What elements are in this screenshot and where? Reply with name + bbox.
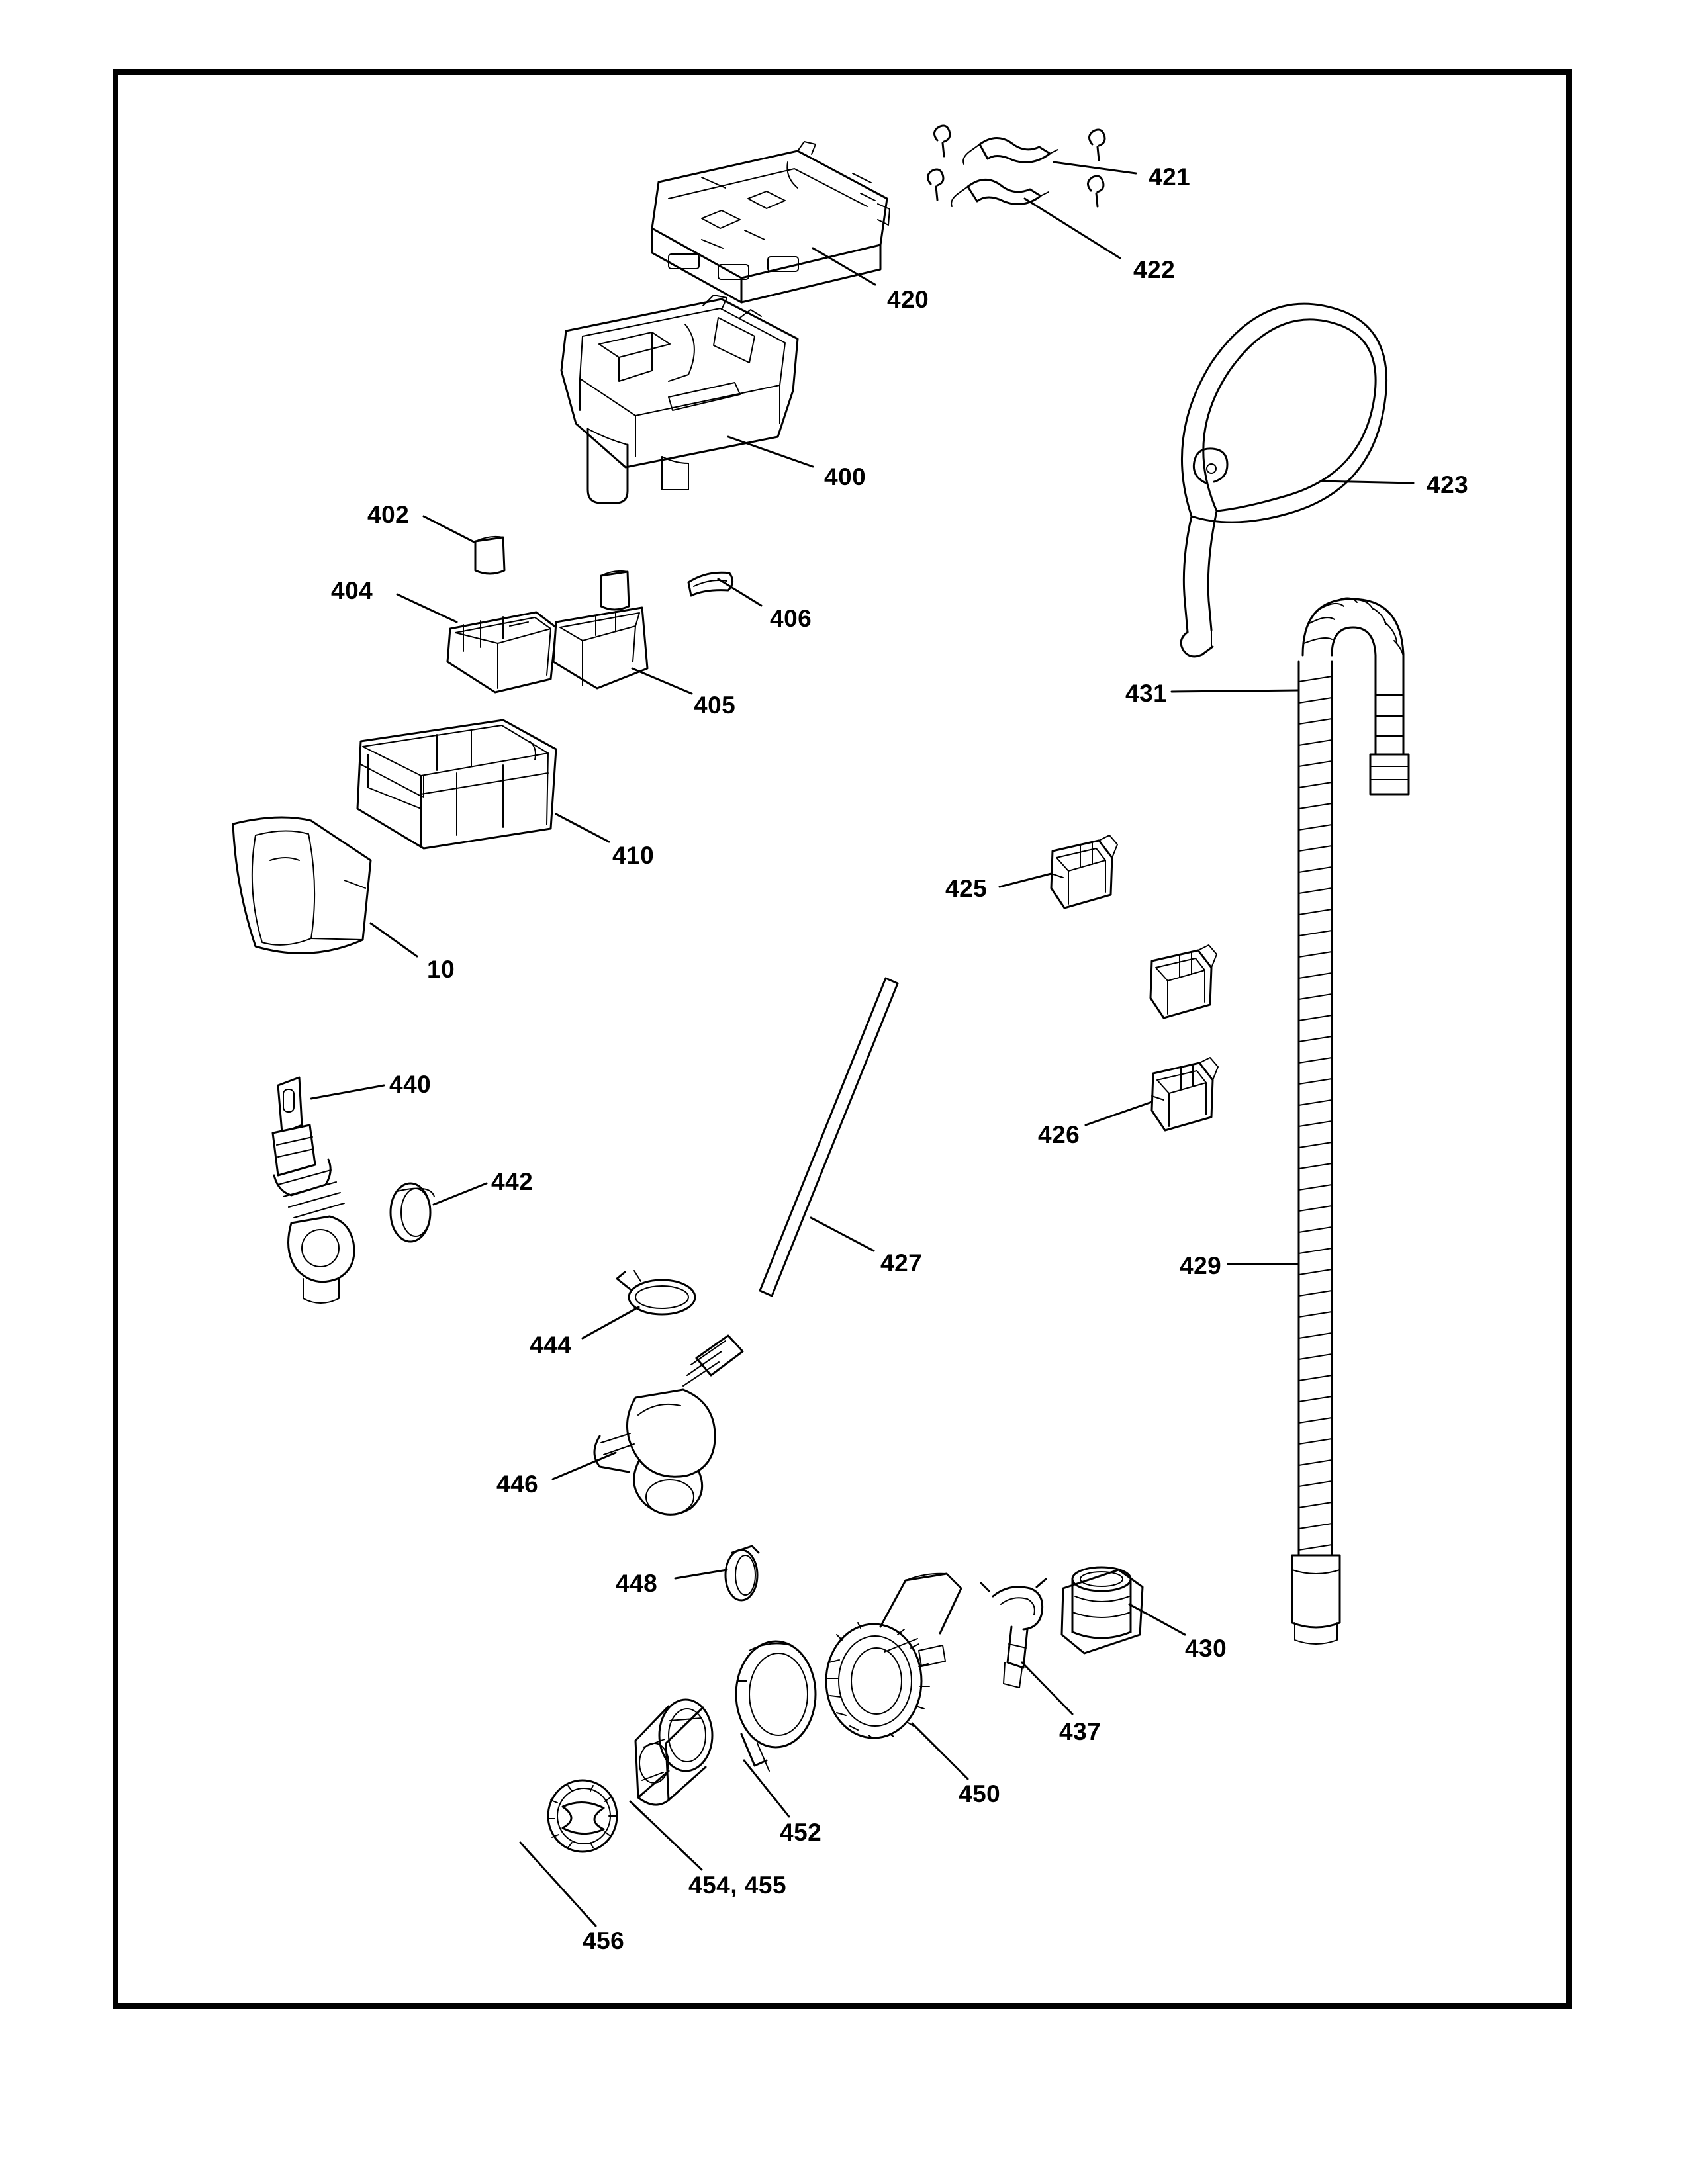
callout-448: 448 [616, 1570, 658, 1597]
callout-456: 456 [583, 1927, 625, 1954]
callout-404: 404 [331, 577, 373, 604]
callout-400: 400 [824, 463, 867, 490]
callout-420: 420 [887, 286, 929, 313]
callout-402: 402 [367, 501, 410, 528]
callout-422: 422 [1133, 256, 1176, 283]
callout-437: 437 [1059, 1718, 1102, 1745]
callout-405: 405 [694, 692, 736, 719]
callout-454-455: 454, 455 [688, 1872, 787, 1899]
callout-429: 429 [1180, 1252, 1222, 1279]
diagram-border [113, 69, 1572, 2009]
callout-425: 425 [945, 875, 988, 902]
callout-452: 452 [780, 1819, 822, 1846]
callout-421: 421 [1149, 163, 1191, 191]
callout-426: 426 [1038, 1121, 1080, 1148]
callout-444: 444 [530, 1332, 572, 1359]
callout-440: 440 [389, 1071, 432, 1098]
callout-450: 450 [959, 1780, 1001, 1807]
callout-442: 442 [491, 1168, 534, 1195]
callout-406: 406 [770, 605, 812, 632]
callout-446: 446 [496, 1471, 539, 1498]
callout-10: 10 [427, 956, 455, 983]
callout-431: 431 [1125, 680, 1168, 707]
callout-423: 423 [1427, 471, 1469, 498]
callout-410: 410 [612, 842, 655, 869]
callout-427: 427 [880, 1250, 923, 1277]
callout-430: 430 [1185, 1635, 1227, 1662]
